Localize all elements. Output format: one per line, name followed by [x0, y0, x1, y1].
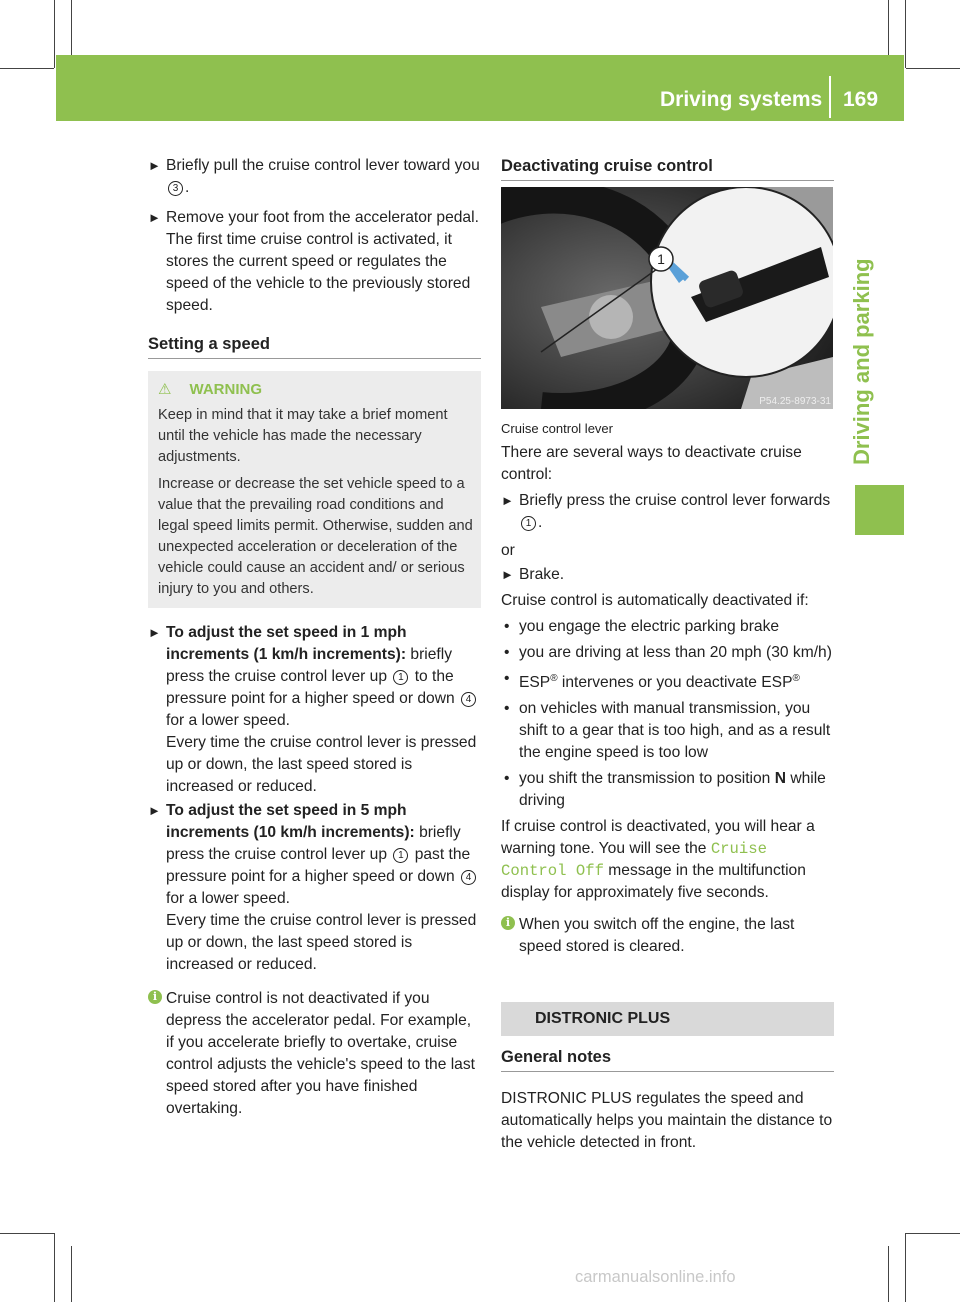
setting-speed-heading: Setting a speed: [148, 333, 481, 359]
info-icon: i: [501, 916, 515, 930]
instruction-step: ► Remove your foot from the accelerator pedal. The first time cruise control is activated, it stores the current speed or regulates the speed of the vehicle to the previously stored speed.: [148, 209, 479, 314]
callout-1: 1: [393, 848, 408, 863]
arrow-right-icon: ►: [501, 567, 514, 582]
crop-mark: [906, 68, 960, 69]
general-notes-text: DISTRONIC PLUS regulates the speed and automatically helps you maintain the distance to the vehicle detected in front.: [501, 1090, 833, 1152]
page-number: 169: [843, 88, 879, 111]
bullet-icon: •: [504, 670, 510, 687]
crop-mark: [888, 0, 889, 55]
chapter-tab-marker: [855, 485, 904, 535]
info-icon: i: [148, 990, 162, 1004]
list-item: • ESP® intervenes or you deactivate ESP®: [504, 670, 800, 692]
watermark: carmanualsonline.info: [575, 1268, 736, 1286]
warning-box: [148, 371, 481, 608]
callout-4: 4: [461, 870, 476, 885]
warning-text: Keep in mind that it may take a brief moment until the vehicle has made the necessary adjustments.: [158, 407, 448, 465]
bullet-icon: •: [504, 644, 510, 661]
section-title: Driving systems: [660, 88, 823, 111]
warning-triangle-icon: ⚠: [158, 381, 172, 398]
photo-callout: 1: [657, 251, 665, 267]
photo-caption: Cruise control lever: [501, 421, 613, 436]
chapter-tab: [841, 125, 893, 475]
info-note: i When you switch off the engine, the last speed stored is cleared.: [501, 914, 834, 958]
cruise-control-lever-photo: [501, 187, 833, 409]
bullet-icon: •: [504, 618, 510, 635]
list-item: • you shift the transmission to position N while driving: [504, 770, 826, 810]
deactivate-heading: Deactivating cruise control: [501, 155, 834, 181]
bullet-icon: •: [504, 770, 510, 788]
list-item: • you engage the electric parking brake: [501, 616, 834, 638]
callout-1: 1: [521, 516, 536, 531]
cruise-control-lever-illustration: [501, 187, 833, 409]
instruction-step: ► To adjust the set speed in 1 mph increments (1 km/h increments): briefly press the cruise control lever up 1 to the pressure point for a higher speed or down 4 for a lower speed. Every time the cruise control lever is pressed up or down, the last speed stored is increased or reduced.: [148, 624, 477, 795]
header-divider: [829, 76, 831, 118]
arrow-right-icon: ►: [501, 493, 514, 508]
distronic-heading: DISTRONIC PLUS: [501, 1002, 834, 1036]
photo-code: P54.25-8973-31: [759, 396, 831, 407]
arrow-right-icon: ►: [148, 158, 161, 173]
right-column: [501, 155, 834, 181]
callout-3: 3: [168, 181, 183, 196]
list-item: • you are driving at less than 20 mph (30 km/h): [501, 642, 834, 664]
right-column-body: Cruise control lever There are several ways to deactivate cruise control: ► Briefly press the cruise control lever forwards 1 . or ► Brake. Cruise control is automatically deactivated if: • you engage the electric parking brake • you are driving at less than 20 mph (30 km/h) • ESP® intervenes or you deactivate ESP® • on vehicles with manual transmission, you shift to a gear that is too high, and as a result the engine speed is too low • you shift the transmission to position N while driving If cruise control is deactivated, you will hear a warning tone. You will see the Cruise Control Off message in the multifunction display for approximately five seconds. i When you switch off the engine, the last speed stored is cleared. DISTRONIC PLUS General notes DISTRONIC PLUS regulates the speed and automatically helps you maintain the distance to the vehicle detected in front.: [501, 418, 834, 1154]
callout-1: 1: [393, 670, 408, 685]
bullet-icon: •: [504, 700, 510, 718]
arrow-right-icon: ►: [148, 625, 161, 640]
list-item: • on vehicles with manual transmission, you shift to a gear that is too high, and as a result the engine speed is too low: [504, 700, 831, 762]
chapter-tab-label: Driving and parking: [849, 258, 874, 465]
crop-mark: [905, 1233, 906, 1302]
crop-mark: [54, 1233, 55, 1302]
instruction-step: ► Brake.: [501, 564, 834, 586]
crop-mark: [888, 1246, 889, 1302]
crop-mark: [71, 1246, 72, 1302]
display-message-note: If cruise control is deactivated, you will hear a warning tone. You will see the Cruise Control Off message in the multifunction display for approximately five seconds.: [501, 818, 815, 902]
crop-mark: [71, 0, 72, 55]
arrow-right-icon: ►: [148, 803, 161, 818]
left-column: [148, 155, 481, 1120]
display-message: Cruise Control Off: [501, 840, 767, 881]
arrow-right-icon: ►: [148, 210, 161, 225]
crop-mark: [905, 0, 906, 68]
info-note: i Cruise control is not deactivated if you depress the accelerator pedal. For example, if you accelerate briefly to overtake, cruise control adjusts the vehicle's speed to the last speed stored after you have finished overtaking.: [148, 988, 481, 1120]
instruction-step: ► Briefly press the cruise control lever forwards 1 .: [501, 492, 831, 531]
callout-4: 4: [461, 692, 476, 707]
instruction-step: ► To adjust the set speed in 5 mph increments (10 km/h increments): briefly press the cruise control lever up 1 past the pressure point for a higher speed or down 4 for a lower speed. Every time the cruise control lever is pressed up or down, the last speed stored is increased or reduced.: [148, 802, 477, 973]
crop-mark: [0, 68, 54, 69]
crop-mark: [0, 1233, 54, 1234]
crop-mark: [906, 1233, 960, 1234]
warning-title: WARNING: [189, 381, 263, 398]
instruction-step: ► Briefly pull the cruise control lever toward you 3 .: [148, 157, 480, 196]
crop-mark: [54, 0, 55, 68]
general-notes-heading: General notes: [501, 1046, 834, 1072]
warning-text: Increase or decrease the set vehicle speed to a value that the prevailing road conditions and legal speed limits permit. Otherwise, sudden and unexpected acceleration or deceleration of the vehicle could cause an accident and/ or serious injury to you and others.: [158, 476, 473, 597]
